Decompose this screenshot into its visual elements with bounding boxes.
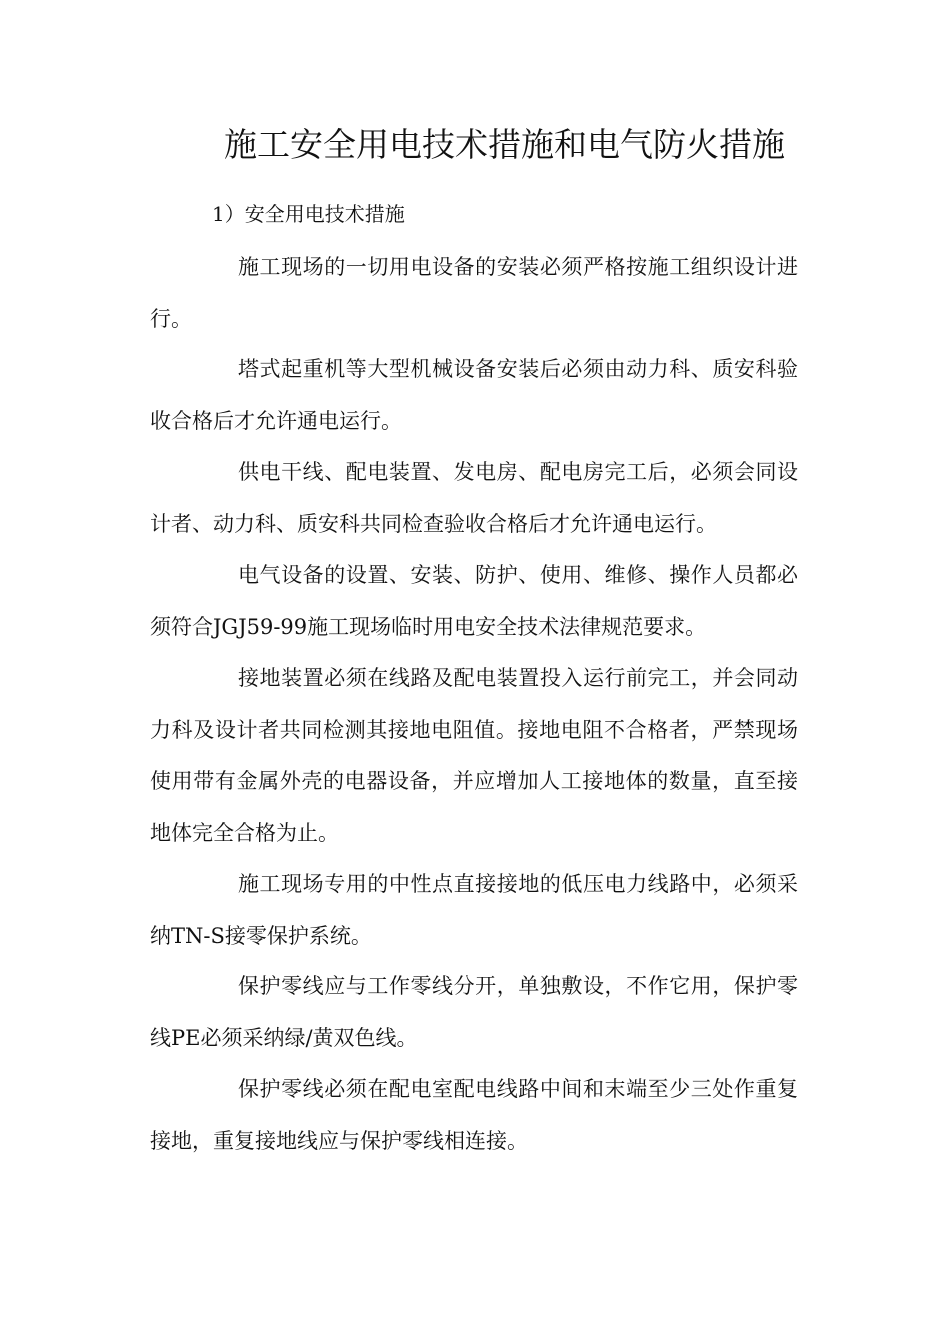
paragraph: 施工现场专用的中性点直接接地的低压电力线路中，必须采纳TN-S接零保护系统。 <box>150 872 798 948</box>
section-heading: 1）安全用电技术措施 <box>212 202 405 226</box>
paragraph: 接地装置必须在线路及配电装置投入运行前完工，并会同动力科及设计者共同检测其接地电阻值。接地电阻不合格者，严禁现场使用带有金属外壳的电器设备，并应增加人工接地体的数量，直至接地体完全合格为止。 <box>150 666 798 845</box>
paragraph: 保护零线必须在配电室配电线路中间和末端至少三处作重复接地，重复接地线应与保护零线相连接。 <box>150 1077 798 1153</box>
paragraph: 保护零线应与工作零线分开，单独敷设，不作它用，保护零线PE必须采纳绿/黄双色线。 <box>150 974 798 1050</box>
paragraph: 施工现场的一切用电设备的安装必须严格按施工组织设计进行。 <box>150 255 798 331</box>
paragraph: 供电干线、配电装置、发电房、配电房完工后，必须会同设计者、动力科、质安科共同检查验收合格后才允许通电运行。 <box>150 460 798 536</box>
paragraph: 电气设备的设置、安装、防护、使用、维修、操作人员都必须符合JGJ59-99施工现场临时用电安全技术法律规范要求。 <box>150 563 798 639</box>
document-title: 施工安全用电技术措施和电气防火措施 <box>224 125 785 164</box>
paragraph: 塔式起重机等大型机械设备安装后必须由动力科、质安科验收合格后才允许通电运行。 <box>150 357 798 433</box>
